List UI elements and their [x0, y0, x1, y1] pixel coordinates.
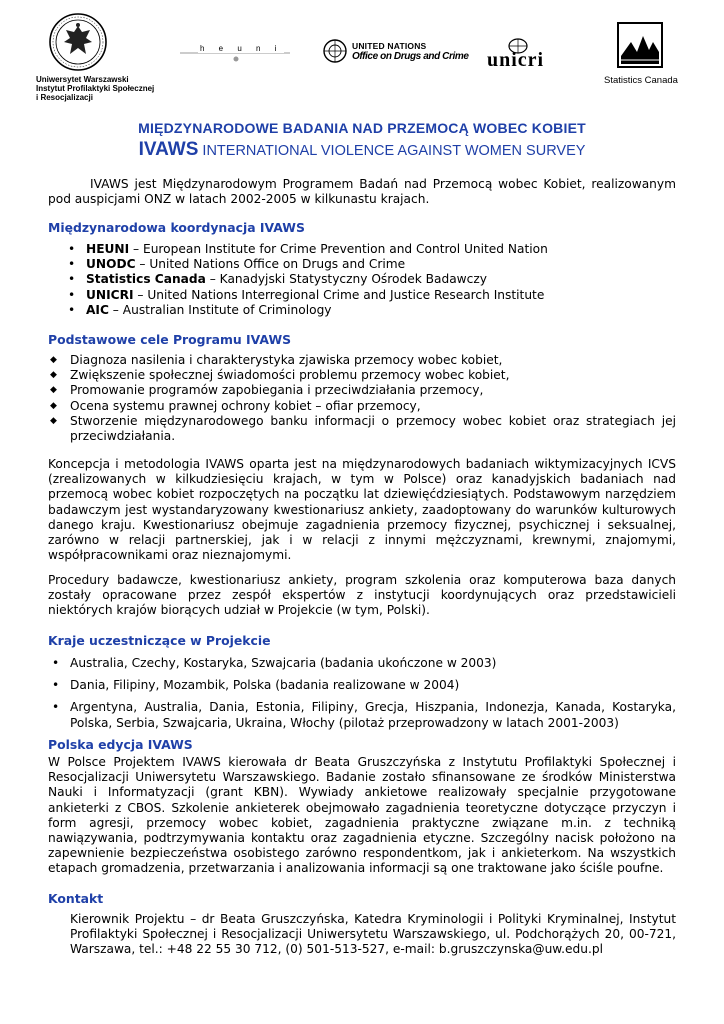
org-desc: – European Institute for Crime Prevention and Control United Nation: [129, 242, 548, 256]
goal-text: Diagnoza nasilenia i charakterystyka zjawiska przemocy wobec kobiet,: [70, 353, 503, 367]
list-item: • UNICRI – United Nations Interregional Crime and Justice Research Institute: [68, 287, 545, 302]
polish-heading: Polska edycja IVAWS: [48, 737, 193, 752]
diamond-bullet-icon: ◆: [50, 400, 57, 411]
unodc-line1: UNITED NATIONS: [352, 41, 427, 51]
contact-paragraph: Kierownik Projektu – dr Beata Gruszczyńska, Katedra Kryminologii i Polityki Kryminalnej, Instytut Profilaktyki Społecznej i Resocjalizacji Uniwersytetu Warszawskiego, ul. Podchorążych 20, 00-721, Warszawa, tel.: +48 22 55 30 712, (0) 501-513-527, e-mail: b.gruszczynska@uw.edu.pl: [70, 912, 676, 957]
list-item: • AIC – Australian Institute of Criminology: [68, 302, 332, 317]
countries-list: [48, 656, 676, 738]
list-item: • Argentyna, Australia, Dania, Estonia, Filipiny, Grecja, Hiszpania, Indonezja, Kanada, Kostaryka, Polska, Serbia, Szwajcaria, Ukraina, Włochy (pilotaż przeprowadzony w latach 2001-2003): [52, 700, 676, 730]
contact-heading: Kontakt: [48, 891, 104, 906]
uw-eagle-seal-icon: [48, 12, 108, 72]
list-item: • UNODC – United Nations Office on Drugs and Crime: [68, 257, 406, 272]
goal-text: Promowanie programów zapobiegania i przeciwdziałania przemocy,: [70, 383, 484, 398]
uw-caption: [36, 75, 206, 102]
country-text: Argentyna, Australia, Dania, Estonia, Filipiny, Grecja, Hiszpania, Indonezja, Kanada, Kostaryka, Polska, Serbia, Szwajcaria, Ukraina, Włochy (pilotaż przeprowadzony w latach 2001-2003): [70, 700, 676, 730]
unicri-logo: [485, 38, 565, 70]
subtitle-text: INTERNATIONAL VIOLENCE AGAINST WOMEN SURVEY: [198, 143, 586, 159]
statcan-caption: Statistics Canada: [604, 75, 678, 86]
method-paragraph: Koncepcja i metodologia IVAWS oparta jest na międzynarodowych badaniach wiktymizacyjnych ICVS (zrealizowanych w kilkudziesięciu krajach, w tym w Polsce) oraz kanadyjskich badaniach nad przemocą wobec kobiet rozpoczętych na początku lat dziewięćdziesiątych. Podstawowym narzędziem badawczym jest wystandaryzowany kwestionariusz ankiety, zaadoptowany do warunków kulturowych danego kraju. Kwestionariusz obejmuje zagadnienia przemocy fizycznej, psychicznej i seksualnej, zarówno w relacji partnerskiej, jak i w relacji z innymi mężczyznami, krewnymi, znajomymi, współpracownikami oraz nieznajomymi.: [48, 457, 676, 563]
list-item: • Australia, Czechy, Kostaryka, Szwajcaria (badania ukończone w 2003): [52, 656, 497, 670]
statcan-logo: [617, 22, 663, 68]
coordination-heading: Międzynarodowa koordynacja IVAWS: [48, 220, 305, 235]
diamond-bullet-icon: ◆: [50, 370, 57, 381]
goals-list: [48, 353, 676, 444]
page-subtitle: [0, 139, 724, 161]
org-name: UNODC: [86, 257, 136, 272]
goals-heading: Podstawowe cele Programu IVAWS: [48, 332, 292, 347]
polish-paragraph: W Polsce Projektem IVAWS kierowała dr Beata Gruszczyńska z Instytutu Profilaktyki Społecznej i Resocjalizacji Uniwersytetu Warszawskiego. Badanie zostało sfinansowane ze środków Ministerstwa Nauki i Informatyzacji (grant KBN). Wywiady ankietowe realizowały specjalnie przygotowane ankieterki z CBOS. Szkolenie ankieterek obejmowało zagadnienia teoretyczne dotyczące przyczyn i form agresji, przemocy wobec kobiet, zagadnienia praktyczne związane m.in. z techniką nawiązywania, podtrzymywania kontaktu oraz zagadnienia etyczne. Szczególny nacisk położono na zapewnienie bezpieczeństwa osobistego zarówno respondentkom, jak i ankieterkom. Na wszystkich etapach gromadzenia, przetwarzania i analizowania informacji są one traktowane jako ściśle poufne.: [48, 755, 676, 876]
org-desc: – Australian Institute of Criminology: [108, 302, 332, 317]
unicri-logo-text: unicri: [487, 49, 545, 71]
heuni-logo-text: h e u n i: [200, 44, 283, 53]
coordination-list: [64, 242, 684, 318]
org-desc: – Kanadyjski Statystyczny Ośrodek Badawczy: [205, 272, 487, 287]
list-item: • Dania, Filipiny, Mozambik, Polska (badania realizowane w 2004): [52, 678, 460, 693]
un-emblem-icon: [322, 38, 348, 64]
list-item: [48, 399, 676, 414]
heuni-logo: [180, 44, 290, 64]
org-desc: – United Nations Office on Drugs and Crime: [135, 257, 406, 272]
unodc-logo: [322, 38, 482, 66]
uw-caption-line: Uniwersytet Warszawski: [36, 75, 129, 84]
goal-text: Zwiększenie społecznej świadomości problemu przemocy wobec kobiet,: [70, 368, 510, 383]
goal-text: Stworzenie międzynarodowego banku informacji o przemocy wobec kobiet oraz strategiach jej przeciwdziałania.: [70, 413, 676, 444]
subtitle-acronym: IVAWS: [138, 139, 199, 160]
org-name: Statistics Canada: [86, 272, 206, 287]
list-item: [48, 414, 676, 444]
org-name: UNICRI: [86, 287, 134, 302]
countries-heading: Kraje uczestniczące w Projekcie: [48, 633, 271, 648]
uw-caption-line: Instytut Profilaktyki Społecznej: [36, 84, 155, 93]
unodc-line2: Office on Drugs and Crime: [352, 51, 469, 62]
diamond-bullet-icon: ◆: [50, 415, 57, 426]
org-desc: – United Nations Interregional Crime and Justice Research Institute: [133, 287, 545, 302]
country-text: Dania, Filipiny, Mozambik, Polska (badania realizowane w 2004): [70, 678, 460, 693]
procedure-paragraph: Procedury badawcze, kwestionariusz ankiety, program szkolenia oraz komputerowa baza danych zostały opracowane przez zespół ekspertów z instytucji koordynujących oraz przedstawicieli niektórych krajów biorących udział w Projekcie (w tym, Polski).: [48, 573, 676, 618]
statcan-chart-icon: [617, 22, 663, 68]
list-item: • HEUNI – European Institute for Crime Prevention and Control United Nation: [68, 242, 548, 256]
list-item: [48, 368, 676, 383]
page-title: MIĘDZYNARODOWE BADANIA NAD PRZEMOCĄ WOBEC KOBIET: [138, 120, 586, 136]
list-item: • Statistics Canada – Kanadyjski Statystyczny Ośrodek Badawczy: [68, 272, 487, 287]
goal-text: Ocena systemu prawnej ochrony kobiet – ofiar przemocy,: [70, 398, 421, 413]
list-item: [48, 353, 676, 368]
uw-caption-line: i Resocjalizacji: [36, 93, 93, 102]
org-name: AIC: [86, 302, 109, 317]
country-text: Australia, Czechy, Kostaryka, Szwajcaria (badania ukończone w 2003): [70, 656, 497, 670]
list-item: [48, 383, 676, 398]
diamond-bullet-icon: ◆: [50, 385, 57, 396]
org-name: HEUNI: [86, 242, 130, 256]
intro-paragraph: IVAWS jest Międzynarodowym Programem Badań nad Przemocą wobec Kobiet, realizowanym pod auspicjami ONZ w latach 2002-2005 w kilkunastu krajach.: [48, 177, 676, 207]
diamond-bullet-icon: ◆: [50, 355, 57, 365]
uw-logo: [48, 12, 108, 72]
